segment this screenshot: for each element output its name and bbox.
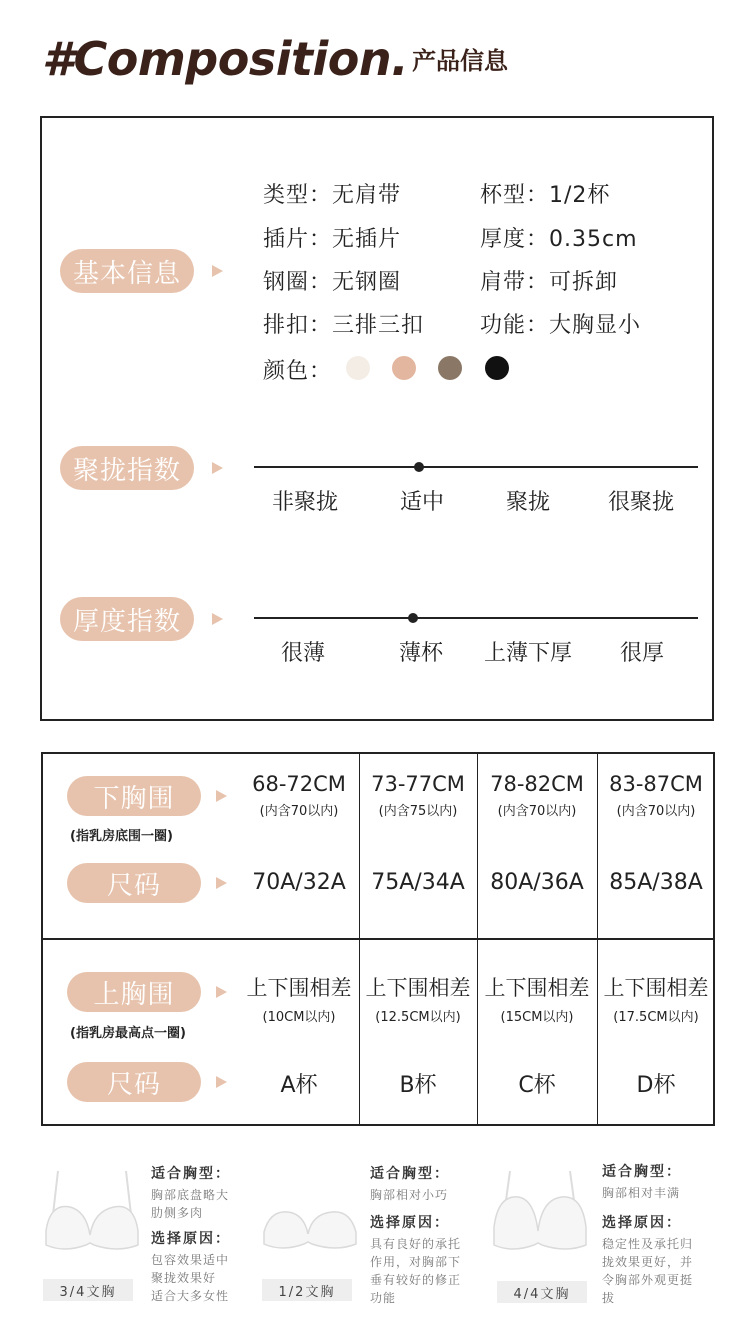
basic-info-pill: 基本信息 [60, 249, 194, 293]
size-value-3: 85A/38A [609, 870, 703, 895]
info-thickness: 厚度：0.35cm [480, 227, 638, 252]
thickness-selected-marker [408, 613, 418, 623]
push-up-level-2: 聚拢 [505, 490, 550, 515]
text-line: 聚拢效果好 [151, 1271, 217, 1285]
bra-half-cup-icon [260, 1180, 360, 1260]
arrow-right-icon [216, 877, 227, 889]
bra-fit-text [151, 1186, 229, 1222]
info-cup: 杯型：1/2杯 [480, 183, 611, 208]
range-note: (内含70以内) [497, 804, 577, 819]
arrow-right-icon [212, 613, 223, 625]
push-up-scale-line [254, 466, 698, 468]
range-note: (10CM以内) [262, 1010, 336, 1025]
thickness-level-3: 很厚 [619, 641, 664, 666]
push-up-index-pill: 聚拢指数 [60, 446, 194, 490]
arrow-right-icon [212, 265, 223, 277]
push-up-level-3: 很聚拢 [607, 490, 674, 515]
bra-three-quarter-icon [42, 1165, 142, 1260]
range-value: 上下围相差 [365, 976, 471, 1000]
bra-reason-text [151, 1251, 229, 1305]
info-insert: 插片：无插片 [263, 227, 402, 252]
over-bust-range-3 [597, 972, 715, 1025]
bra-tag-full-cup: 4/4文胸 [497, 1281, 587, 1303]
range-note: (内含70以内) [616, 804, 696, 819]
info-strap: 肩带：可拆卸 [480, 270, 619, 295]
arrow-right-icon [216, 790, 227, 802]
text-line: 具有良好的承托 [370, 1237, 462, 1251]
text-line: 稳定性及承托归 [602, 1237, 694, 1251]
info-color-label: 颜色： [263, 359, 333, 384]
over-bust-range-2 [478, 972, 596, 1025]
range-value: 78-82CM [490, 772, 584, 796]
range-value: 68-72CM [252, 772, 346, 796]
under-bust-note: (指乳房底围一圈) [70, 829, 173, 844]
bra-reason-title: 选择原因： [370, 1215, 450, 1231]
color-swatch-ivory[interactable] [346, 356, 370, 380]
bra-tag-half-cup: 1/2文胸 [262, 1279, 352, 1301]
under-bust-range-0 [240, 772, 358, 819]
bra-fit-text [602, 1184, 680, 1202]
table-divider [41, 938, 715, 940]
range-note: (内含75以内) [378, 804, 458, 819]
bra-reason-text [370, 1235, 461, 1307]
size-pill: 尺码 [67, 863, 201, 903]
thickness-index-pill: 厚度指数 [60, 597, 194, 641]
color-swatch-nude[interactable] [392, 356, 416, 380]
text-line: 拔 [602, 1291, 616, 1305]
text-line: 令胸部外观更挺 [602, 1273, 694, 1287]
size-value-1: 75A/34A [371, 870, 465, 895]
cup-size-pill: 尺码 [67, 1062, 201, 1102]
range-value: 上下围相差 [246, 976, 352, 1000]
range-note: (内含70以内) [259, 804, 339, 819]
color-swatch-brown[interactable] [438, 356, 462, 380]
range-note: (17.5CM以内) [613, 1010, 699, 1025]
under-bust-range-2 [478, 772, 596, 819]
range-value: 83-87CM [609, 772, 703, 796]
cup-value-1: B杯 [399, 1073, 437, 1098]
bra-reason-title: 选择原因： [602, 1215, 682, 1231]
over-bust-pill: 上胸围 [67, 972, 201, 1012]
range-value: 上下围相差 [484, 976, 590, 1000]
over-bust-note: (指乳房最高点一圈) [70, 1026, 186, 1041]
text-line: 作用，对胸部下 [370, 1255, 462, 1269]
thickness-level-1: 薄杯 [398, 641, 443, 666]
text-line: 垂有较好的修正 [370, 1273, 462, 1287]
page-title [42, 22, 509, 86]
title-chinese: 产品信息 [412, 47, 509, 75]
arrow-right-icon [212, 462, 223, 474]
info-hooks: 排扣：三排三扣 [263, 313, 425, 338]
range-value: 73-77CM [371, 772, 465, 796]
info-type: 类型：无肩带 [263, 183, 402, 208]
range-note: (15CM以内) [500, 1010, 574, 1025]
arrow-right-icon [216, 986, 227, 998]
under-bust-range-1 [359, 772, 477, 819]
push-up-level-1: 适中 [399, 490, 444, 515]
size-value-2: 80A/36A [490, 870, 584, 895]
size-value-0: 70A/32A [252, 870, 346, 895]
under-bust-pill: 下胸围 [67, 776, 201, 816]
text-line: 功能 [370, 1291, 397, 1305]
over-bust-range-1 [359, 972, 477, 1025]
bra-fit-title: 适合胸型： [602, 1164, 682, 1180]
text-line: 适合大多女性 [151, 1289, 230, 1303]
color-swatch-black[interactable] [485, 356, 509, 380]
bra-reason-title: 选择原因： [151, 1231, 231, 1247]
arrow-right-icon [216, 1076, 227, 1088]
text-line: 胸部底盘略大 [151, 1188, 230, 1202]
thickness-scale-line [254, 617, 698, 619]
under-bust-range-3 [597, 772, 715, 819]
text-line: 胸部相对丰满 [602, 1186, 681, 1200]
info-function: 功能：大胸显小 [480, 313, 642, 338]
cup-value-3: D杯 [636, 1073, 676, 1098]
cup-value-0: A杯 [280, 1073, 318, 1098]
text-line: 肋侧多肉 [151, 1206, 204, 1220]
range-note: (12.5CM以内) [375, 1010, 461, 1025]
text-line: 胸部相对小巧 [370, 1188, 449, 1202]
push-up-selected-marker [414, 462, 424, 472]
bra-fit-text [370, 1186, 448, 1204]
bra-fit-title: 适合胸型： [370, 1166, 450, 1182]
thickness-level-2: 上薄下厚 [483, 641, 572, 666]
bra-tag-three-quarter: 3/4文胸 [43, 1279, 133, 1301]
bra-full-cup-icon [490, 1165, 590, 1260]
bra-reason-text [602, 1235, 693, 1307]
over-bust-range-0 [240, 972, 358, 1025]
thickness-level-0: 很薄 [280, 641, 325, 666]
info-underwire: 钢圈：无钢圈 [263, 270, 402, 295]
push-up-level-0: 非聚拢 [271, 490, 338, 515]
text-line: 拢效果更好，并 [602, 1255, 694, 1269]
bra-fit-title: 适合胸型： [151, 1166, 231, 1182]
title-english: #Composition. [42, 32, 409, 86]
cup-value-2: C杯 [518, 1073, 556, 1098]
text-line: 包容效果适中 [151, 1253, 230, 1267]
range-value: 上下围相差 [603, 976, 709, 1000]
